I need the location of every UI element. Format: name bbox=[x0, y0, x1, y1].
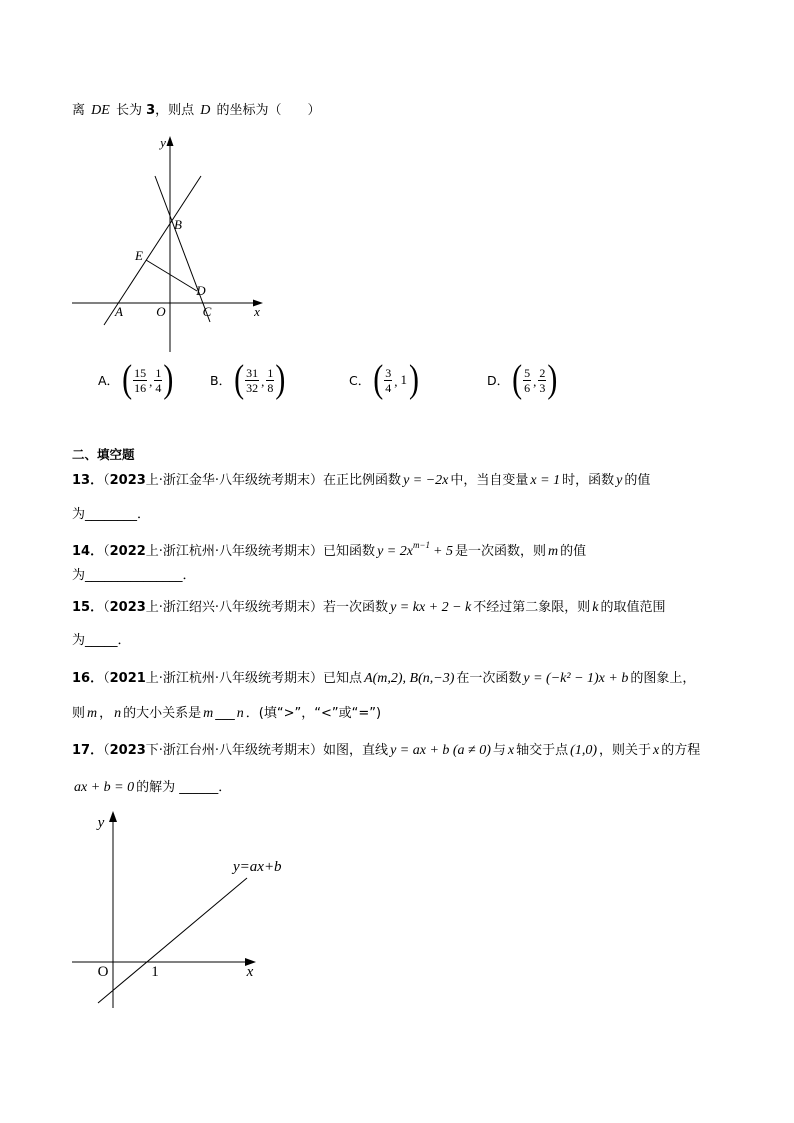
text-run: 为 bbox=[72, 507, 86, 522]
text-run: ． bbox=[137, 507, 151, 522]
math-expression: y = 2x bbox=[377, 544, 413, 559]
y-axis-arrow bbox=[167, 136, 174, 146]
text-run: 下·浙江台州·八年级统考期末）如图，直线 bbox=[145, 743, 389, 758]
close-paren: ) bbox=[275, 357, 286, 401]
open-paren: ( bbox=[512, 357, 523, 401]
function-line bbox=[98, 878, 247, 1003]
question-text bbox=[72, 507, 150, 522]
text-run: 长为 bbox=[111, 103, 147, 118]
text-run: （ bbox=[103, 600, 110, 615]
figure-1-coordinate-graph bbox=[60, 130, 270, 360]
text-run: 轴交于点 bbox=[516, 743, 569, 758]
math-expression: y bbox=[616, 473, 623, 488]
math-expression: k bbox=[592, 600, 599, 615]
question-text bbox=[72, 633, 131, 648]
open-paren: ( bbox=[373, 357, 384, 401]
text-run: 上·浙江杭州·八年级统考期末）已知函数 bbox=[145, 544, 376, 559]
question-12-tail bbox=[72, 100, 321, 122]
math-expression: y = (−k² − 1)x + b bbox=[523, 671, 629, 686]
math-expression: y = kx + 2 − k bbox=[390, 600, 472, 615]
math-expression: n bbox=[114, 706, 122, 721]
denominator: 3 bbox=[539, 380, 546, 395]
bold-text: 2023 bbox=[109, 473, 146, 488]
option-b bbox=[210, 357, 286, 401]
denominator: 8 bbox=[267, 380, 274, 395]
line-equation-label: y=ax+b bbox=[233, 859, 282, 875]
math-expression: ax + b = 0 bbox=[74, 780, 135, 795]
text-run: ， bbox=[99, 706, 113, 721]
option-letter: C． bbox=[349, 373, 371, 388]
text-run: 中，当自变量 bbox=[450, 473, 529, 488]
text-run: 的值 bbox=[624, 473, 651, 488]
point-a-label: A bbox=[115, 304, 123, 319]
text-run: 的坐标为（ ） bbox=[212, 103, 321, 118]
text-run: 上·浙江杭州·八年级统考期末）已知点 bbox=[145, 671, 363, 686]
point-c-label: C bbox=[202, 304, 212, 319]
comma: , bbox=[533, 374, 537, 389]
fraction bbox=[133, 366, 147, 395]
question-13-line-1 bbox=[72, 470, 650, 492]
question-15-line-1 bbox=[72, 597, 666, 619]
y-axis-label: y bbox=[97, 815, 105, 831]
option-letter: A． bbox=[98, 373, 120, 388]
question-text bbox=[72, 780, 231, 795]
denominator: 4 bbox=[155, 380, 162, 395]
question-text bbox=[103, 473, 650, 488]
text-run: 上·浙江金华·八年级统考期末）在正比例函数 bbox=[145, 473, 402, 488]
text-run: （ bbox=[103, 743, 110, 758]
math-expression: m bbox=[87, 706, 98, 721]
question-text bbox=[72, 706, 381, 721]
x-axis-label: x bbox=[246, 964, 254, 980]
origin-label: O bbox=[156, 304, 166, 319]
option-letter: D． bbox=[487, 373, 510, 388]
comma: , bbox=[261, 374, 265, 389]
figure-2-linear-function-graph bbox=[60, 805, 300, 1020]
fraction bbox=[538, 366, 546, 395]
close-paren: ) bbox=[408, 357, 419, 401]
answer-blank: _____ bbox=[85, 633, 118, 648]
text-run: ，则点 bbox=[155, 103, 199, 118]
text-run: 则 bbox=[72, 706, 86, 721]
answer-blank: ______ bbox=[179, 780, 219, 795]
numerator: 1 bbox=[267, 365, 274, 380]
text-run: 的解为 bbox=[136, 780, 180, 795]
numerator: 3 bbox=[385, 365, 392, 380]
text-run: （ bbox=[103, 671, 110, 686]
numerator: 2 bbox=[539, 365, 546, 380]
text-run: 的大小关系是 bbox=[123, 706, 202, 721]
question-text bbox=[103, 540, 587, 559]
math-expression: x bbox=[653, 743, 660, 758]
segment-ed bbox=[146, 260, 197, 291]
origin-label: O bbox=[97, 964, 109, 980]
close-paren: ) bbox=[163, 357, 174, 401]
math-expression: DE bbox=[91, 103, 110, 118]
math-expression: x = 1 bbox=[530, 473, 561, 488]
text-run: 的取值范围 bbox=[600, 600, 666, 615]
option-d bbox=[487, 357, 558, 401]
math-expression: y = ax + b (a ≠ 0) bbox=[390, 743, 491, 758]
question-15-line-2 bbox=[72, 630, 131, 652]
question-number: 15． bbox=[72, 600, 104, 615]
section-heading: 二、填空题 bbox=[72, 447, 135, 462]
denominator: 16 bbox=[134, 380, 147, 395]
math-expression: m bbox=[203, 706, 214, 721]
denominator: 32 bbox=[246, 380, 259, 395]
text-run: ，则关于 bbox=[598, 743, 651, 758]
whole-value: 1 bbox=[400, 372, 407, 387]
text-run: 与 bbox=[492, 743, 506, 758]
math-expression: n bbox=[236, 706, 244, 721]
bold-text: 2022 bbox=[109, 544, 146, 559]
fraction bbox=[245, 366, 259, 395]
text-run: ． bbox=[218, 780, 232, 795]
open-paren: ( bbox=[234, 357, 245, 401]
numerator: 31 bbox=[246, 365, 259, 380]
fraction bbox=[266, 366, 274, 395]
math-expression: x bbox=[507, 743, 515, 758]
point-d-label: D bbox=[196, 283, 206, 298]
text-run: ． bbox=[182, 568, 196, 583]
x-axis-label: x bbox=[254, 304, 260, 319]
text-run: 不经过第二象限，则 bbox=[473, 600, 591, 615]
text-run: 的方程 bbox=[661, 743, 701, 758]
answer-blank: ________ bbox=[85, 507, 138, 522]
text-run: 的值 bbox=[560, 544, 587, 559]
numerator: 1 bbox=[155, 365, 162, 380]
superscript: m−1 bbox=[412, 540, 431, 550]
bold-text: 2023 bbox=[109, 600, 146, 615]
question-text bbox=[72, 568, 196, 583]
math-expression: + 5 bbox=[433, 544, 453, 559]
fraction bbox=[154, 366, 162, 395]
text-run: （ bbox=[103, 544, 110, 559]
numerator: 15 bbox=[134, 365, 147, 380]
tick-one-label: 1 bbox=[151, 964, 159, 980]
close-paren: ) bbox=[547, 357, 558, 401]
text-run: 离 bbox=[72, 103, 90, 118]
bold-text: 2021 bbox=[109, 671, 146, 686]
text-run: 是一次函数，则 bbox=[454, 544, 546, 559]
text-run: 的图象上， bbox=[630, 671, 696, 686]
line-bc bbox=[155, 176, 210, 322]
denominator: 4 bbox=[385, 380, 392, 395]
text-run: 为 bbox=[72, 568, 86, 583]
question-number: 13． bbox=[72, 473, 104, 488]
math-expression: m bbox=[547, 544, 559, 559]
text-run: 时，函数 bbox=[562, 473, 615, 488]
option-a bbox=[98, 357, 174, 401]
question-14-line-1 bbox=[72, 534, 587, 559]
question-text bbox=[103, 671, 695, 686]
text-run: 为 bbox=[72, 633, 86, 648]
answer-blank: ___ bbox=[215, 706, 235, 721]
question-text bbox=[103, 600, 665, 615]
fraction bbox=[523, 366, 531, 395]
text-run: 在一次函数 bbox=[456, 671, 522, 686]
option-c bbox=[349, 357, 419, 401]
question-16-line-2 bbox=[72, 703, 381, 725]
comma: , bbox=[149, 374, 153, 389]
question-17-line-1 bbox=[72, 740, 700, 762]
text-run: ．(填“>”，“<”或“=”) bbox=[245, 706, 382, 721]
text-run: 上·浙江绍兴·八年级统考期末）若一次函数 bbox=[145, 600, 389, 615]
y-axis-label: y bbox=[160, 135, 166, 150]
open-paren: ( bbox=[122, 357, 133, 401]
question-text bbox=[72, 103, 321, 118]
answer-blank: _______________ bbox=[85, 568, 183, 583]
option-letter: B． bbox=[210, 373, 232, 388]
question-number: 16． bbox=[72, 671, 104, 686]
question-number: 17． bbox=[72, 743, 104, 758]
math-expression: D bbox=[200, 103, 211, 118]
denominator: 6 bbox=[524, 380, 531, 395]
text-run: （ bbox=[103, 473, 110, 488]
question-16-line-1 bbox=[72, 668, 695, 690]
bold-text: 2023 bbox=[109, 743, 146, 758]
point-b-label: B bbox=[174, 217, 182, 232]
question-17-line-2 bbox=[72, 777, 231, 799]
comma: , bbox=[394, 374, 398, 389]
bold-text: 3 bbox=[146, 103, 156, 118]
question-number: 14． bbox=[72, 544, 104, 559]
text-run: ． bbox=[117, 633, 131, 648]
math-expression: y = −2x bbox=[403, 473, 449, 488]
numerator: 5 bbox=[524, 365, 531, 380]
question-14-line-2 bbox=[72, 565, 196, 587]
fraction bbox=[384, 366, 392, 395]
point-e-label: E bbox=[135, 248, 143, 263]
y-axis-arrow bbox=[109, 811, 117, 822]
question-text bbox=[103, 743, 700, 758]
question-13-line-2 bbox=[72, 504, 150, 526]
math-expression: (1,0) bbox=[570, 743, 597, 758]
math-expression: A(m,2), B(n,−3) bbox=[364, 671, 455, 686]
